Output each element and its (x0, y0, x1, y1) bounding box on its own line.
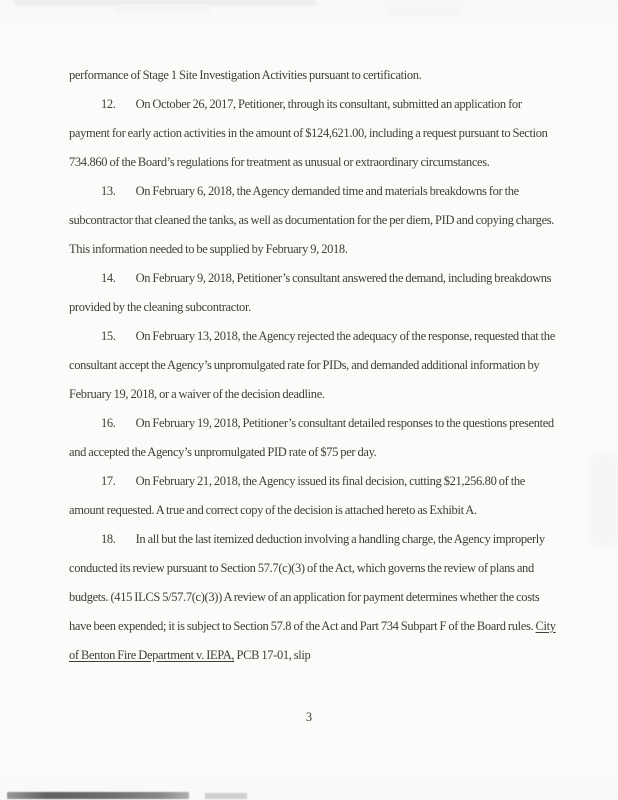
paragraph-15 (69, 322, 561, 409)
paragraph-number: 14. (101, 271, 116, 285)
paragraph-12 (69, 90, 561, 177)
scan-artifact-bottom-bar (7, 792, 189, 799)
paragraph-18 (69, 525, 561, 670)
body-text (69, 61, 561, 670)
paragraph-13 (69, 177, 561, 264)
paragraph-16 (69, 409, 561, 467)
scan-artifact-top-spot (390, 7, 460, 15)
paragraph-number: 12. (101, 97, 116, 111)
scan-artifact-bottom-mark (205, 793, 247, 799)
scan-artifact-right-smudge (590, 455, 618, 545)
paragraph-14 (69, 264, 561, 322)
page-number: 3 (305, 710, 313, 724)
paragraph-text: On February 19, 2018, Petitioner’s consultant detailed responses to the questions presented and accepted the Agency’s unpromulgated PID rate of $75 per day. (69, 416, 554, 459)
paragraph-number: 16. (101, 416, 116, 430)
paragraph-number: 18. (101, 532, 116, 546)
paragraph-text: On February 21, 2018, the Agency issued its final decision, cutting $21,256.80 of the amount requested. A true and correct copy of the decision is attached hereto as Exhibit A. (69, 474, 525, 517)
paragraph-text: On October 26, 2017, Petitioner, through its consultant, submitted an application for payment for early action activities in the amount of $124,621.00, including a request pursuant to Section 734.860 of the Board’s regulations for treatment as unusual or extraordinary circumstances. (69, 97, 548, 169)
paragraph-text: On February 9, 2018, Petitioner’s consultant answered the demand, including breakdowns provided by the cleaning subcontractor. (69, 271, 552, 314)
paragraph-text: On February 6, 2018, the Agency demanded time and materials breakdowns for the subcontractor that cleaned the tanks, as well as documentation for the per diem, PID and copying charges. This information needed to be supplied by February 9, 2018. (69, 184, 555, 256)
paragraph-number: 13. (101, 184, 116, 198)
paragraph-17 (69, 467, 561, 525)
paragraph-number: 17. (101, 474, 116, 488)
case-citation: City of Benton Fire Department v. IEPA, (69, 619, 556, 662)
continuation-paragraph (69, 61, 561, 90)
scan-artifact-top-smudge (115, 5, 210, 12)
paragraph-text-after-citation: PCB 17-01, slip (234, 648, 311, 662)
paragraph-text-before-citation: In all but the last itemized deduction involving a handling charge, the Agency improperly conducted its review pursuant to Section 57.7(c)(3) of the Act, which governs the review of plans and budgets. (415 ILCS 5/57.7(c)(3)) A review of an application for payment determines whether the costs have been expended; it is subject to Section 57.8 of the Act and Part 734 Subpart F of the Board rules. (69, 532, 545, 633)
paragraph-text: On February 13, 2018, the Agency rejected the adequacy of the response, requested that the consultant accept the Agency’s unpromulgated rate for PIDs, and demanded additional information by February 19, 2018, or a waiver of the decision deadline. (69, 329, 555, 401)
paragraph-number: 15. (101, 329, 116, 343)
continuation-text: performance of Stage 1 Site Investigation Activities pursuant to certification. (69, 68, 422, 82)
